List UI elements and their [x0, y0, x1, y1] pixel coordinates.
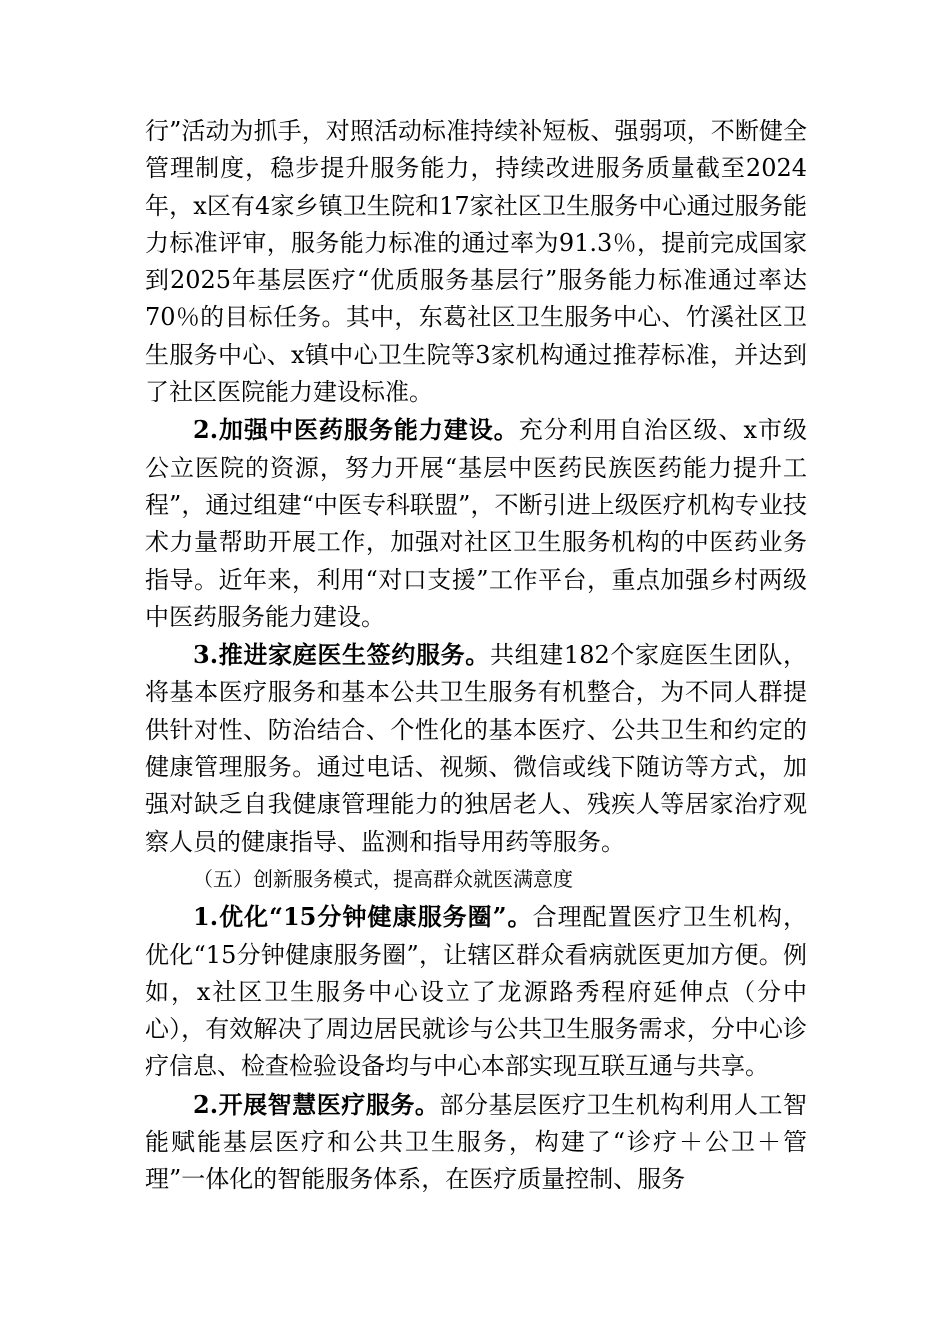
paragraph-tcm-body: 充分利用自治区级、x市级公立医院的资源，努力开展“基层中医药民族医药能力提升工程”，通过组建“中医专科联盟”，不断引进上级医疗机构专业技术力量帮助开展工作，加强对社区卫生服务机构的中医药业务指导。近年来，利用“对口支援”工作平台，重点加强乡村两级中医药服务能力建设。 [145, 416, 807, 631]
paragraph-smart-medical-body: 部分基层医疗卫生机构利用人工智能赋能基层医疗和公共卫生服务，构建了“诊疗＋公卫＋管理”一体化的智能服务体系，在医疗质量控制、服务 [145, 1090, 807, 1194]
document-page [145, 113, 807, 1199]
paragraph-smart-medical-heading: 2.开展智慧医疗服务。 [193, 1089, 440, 1119]
paragraph-15min-circle [145, 898, 807, 1085]
paragraph-service-capacity: 行”活动为抓手，对照活动标准持续补短板、强弱项，不断健全管理制度，稳步提升服务能力，持续改进服务质量截至2024年，x区有4家乡镇卫生院和17家社区卫生服务中心通过服务能力标准评审，服务能力标准的通过率为91.3％，提前完成国家到2025年基层医疗“优质服务基层行”服务能力标准通过率达70％的目标任务。其中，东葛社区卫生服务中心、竹溪社区卫生服务中心、x镇中心卫生院等3家机构通过推荐标准，并达到了社区医院能力建设标准。 [145, 117, 807, 407]
paragraph-15min-heading: 1.优化“15分钟健康服务圈”。 [193, 902, 533, 932]
paragraph-smart-medical [145, 1086, 807, 1199]
paragraph-tcm-capacity [145, 411, 807, 636]
paragraph-family-doctor-heading: 3.推进家庭医生签约服务。 [193, 640, 490, 670]
paragraph-15min-body: 合理配置医疗卫生机构，优化“15分钟健康服务圈”，让辖区群众看病就医更加方便。例如，x社区卫生服务中心设立了龙源路秀程府延伸点（分中心），有效解决了周边居民就诊与公共卫生服务需求，分中心诊疗信息、检查检验设备均与中心本部实现互联互通与共享。 [145, 903, 808, 1081]
paragraph-family-doctor-body: 共组建182个家庭医生团队，将基本医疗服务和基本公共卫生服务有机整合，为不同人群提供针对性、防治结合、个性化的基本医疗、公共卫生和约定的健康管理服务。通过电话、视频、微信或线下随访等方式，加强对缺乏自我健康管理能力的独居老人、残疾人等居家治疗观察人员的健康指导、监测和指导用药等服务。 [145, 641, 807, 856]
paragraph-tcm-heading: 2.加强中医药服务能力建设。 [193, 415, 519, 445]
section-heading-5: （五）创新服务模式，提高群众就医满意度 [193, 866, 573, 891]
paragraph-family-doctor [145, 636, 807, 861]
